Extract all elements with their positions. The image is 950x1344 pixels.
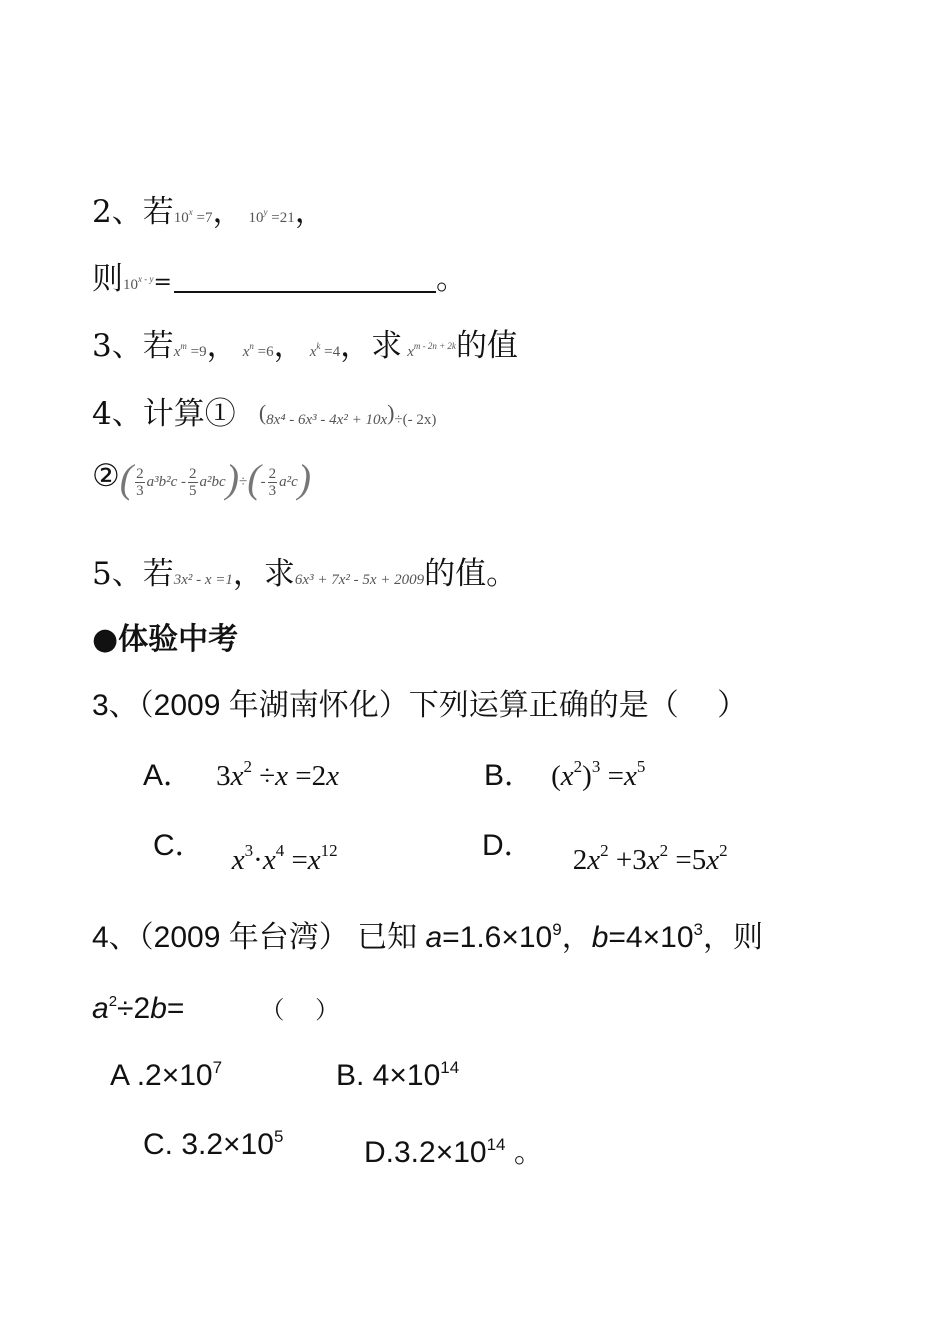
answer-blank[interactable] bbox=[174, 269, 436, 293]
q4-expr1: (8x⁴ - 6x³ - 4x² + 10x)÷(- 2x) bbox=[258, 400, 437, 428]
q2-eq1: 10$^x$ =7 bbox=[173, 207, 213, 226]
q2-line2: 则$10^{x - y}=$ 。 bbox=[92, 261, 467, 297]
q2-eq2: 10$^y$ =21 bbox=[248, 207, 295, 226]
mc3-option-d[interactable]: D． $2x^2 +3x^2 =5x^2$ bbox=[482, 829, 728, 876]
mc4-option-d[interactable]: $D.3.2\times 10^{14}$ 。 bbox=[364, 1135, 544, 1169]
q4-line2: ②( $\frac{2}{3}$ a³b²c - $\frac{2}{5}$ a²bc)÷(- $\frac{2}{3}$ a²c) bbox=[92, 456, 312, 501]
q4-line1: 4、计算① (8x⁴ - 6x³ - 4x² + 10x)÷(- 2x) bbox=[92, 396, 437, 432]
q4-expr2: ( $\frac{2}{3}$ a³b²c - $\frac{2}{5}$ a²bc)÷(- $\frac{2}{3}$ a²c) bbox=[119, 456, 312, 501]
mc4-stem-line1: 4、（2009 年台湾） 已知 $a=1.6\times 10^9$，$b=4\times 10^3$，则 bbox=[92, 920, 763, 954]
option-d-formula: $2x^2 +3x^2 =5x^2$ bbox=[572, 841, 728, 876]
mc3-stem: 3、（2009 年湖南怀化）下列运算正确的是（ ） bbox=[92, 689, 748, 722]
option-a-formula: $3x^2 \div x =2x$ bbox=[216, 757, 340, 792]
mc3-option-a[interactable]: A． $3x^2 \div x =2x$ bbox=[143, 757, 340, 792]
option-c-formula: $x^3\cdot x^4 =x^{12}$ bbox=[231, 841, 338, 876]
q3-line: 3、若$x^m =9$， $x^n =6$， $x^k =4$，求 $x^{m - 2n + 2k}$的值 bbox=[92, 328, 518, 364]
q2-line1: 2、若10$^x$ =7， 10$^y$ =21， bbox=[92, 194, 326, 230]
section-heading: ●体验中考 bbox=[92, 622, 239, 657]
mc4-option-c[interactable]: C. $3.2\times 10^5$ bbox=[143, 1127, 284, 1161]
mc4-option-a[interactable]: A $.2\times 10^7$ bbox=[110, 1058, 223, 1092]
mc3-option-c[interactable]: C． $x^3\cdot x^4 =x^{12}$ bbox=[153, 829, 338, 876]
q5-condition: 3x² - x =1 bbox=[173, 572, 233, 588]
mc4-option-b[interactable]: B. $4\times 10^{14}$ bbox=[336, 1058, 460, 1092]
q3-cond2: $x^n =6$ bbox=[242, 341, 274, 360]
q3-cond3: $x^k =4$ bbox=[309, 341, 341, 360]
q3-cond1: $x^m =9$ bbox=[173, 341, 207, 360]
mc4-stem-line2: $a^2\div 2b=$ （ ） bbox=[92, 992, 340, 1025]
q5-line: 5、若3x² - x =1，求6x³ + 7x² - 5x + 2009的值。 bbox=[92, 556, 518, 592]
mc3-option-b[interactable]: B． $(x^2)^3 =x^5$ bbox=[484, 757, 646, 792]
q2-number: 2、若 bbox=[92, 194, 174, 230]
q3-target: $x^{m - 2n + 2k}$ bbox=[407, 341, 456, 360]
q2-expr: 10$^{x - y}$ bbox=[123, 274, 154, 293]
option-b-formula: $(x^2)^3 =x^5$ bbox=[551, 757, 646, 792]
q5-expression: 6x³ + 7x² - 5x + 2009 bbox=[294, 572, 425, 588]
